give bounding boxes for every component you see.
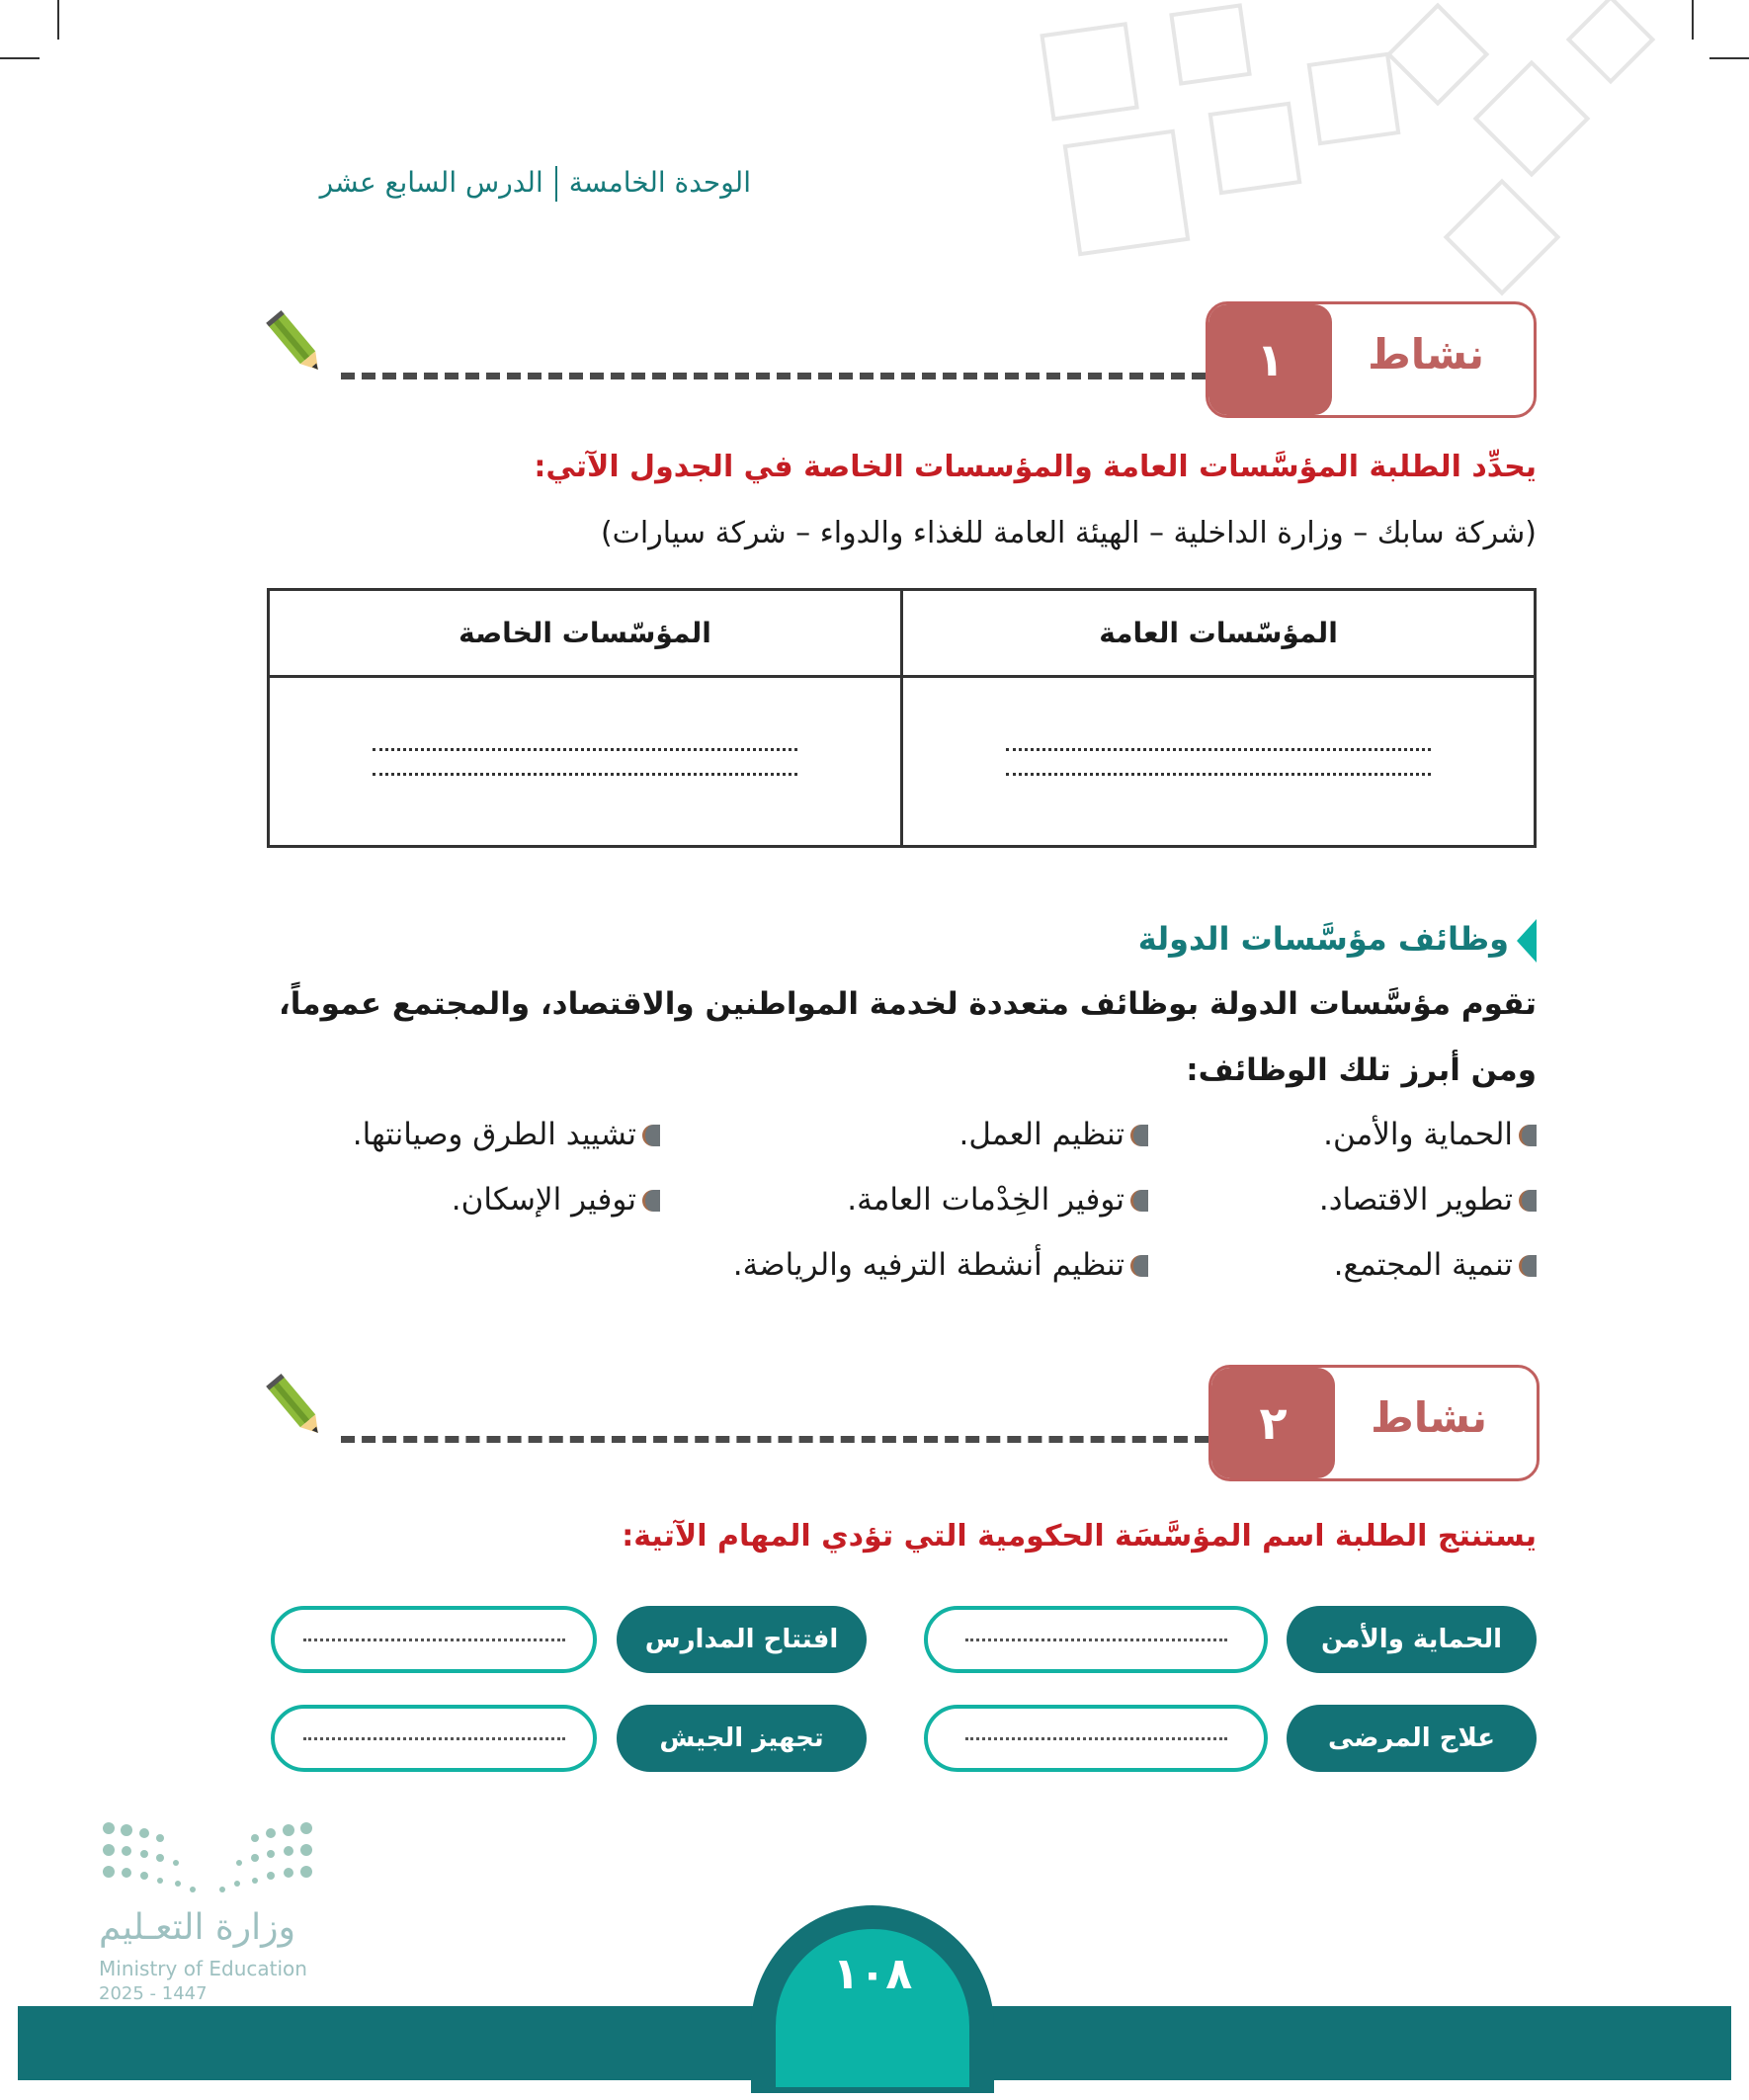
answer-line[interactable] — [373, 773, 797, 776]
ministry-logo-arabic: وزارة التعـليم — [99, 1907, 295, 1948]
activity-2-badge — [1208, 1365, 1540, 1481]
chevron-icon — [1517, 919, 1537, 963]
activity-number: ١ — [1208, 304, 1332, 415]
task-pill: الحماية والأمن — [1287, 1606, 1537, 1673]
pencil-icon — [265, 308, 328, 379]
bullet-item: تنظيم أنشطة الترفيه والرياضة. — [733, 1247, 1148, 1283]
pencil-icon — [265, 1372, 328, 1443]
bullet-icon — [1130, 1125, 1148, 1146]
bullet-icon — [642, 1190, 660, 1212]
page-number: ١٠٨ — [776, 1929, 969, 2087]
dashed-line — [341, 1436, 1208, 1443]
task-pill: افتتاح المدارس — [617, 1606, 867, 1673]
crop-mark — [0, 57, 40, 59]
private-answer-cell[interactable] — [269, 677, 902, 847]
bullet-item: توفير الإسكان. — [452, 1182, 660, 1218]
ministry-logo-english: Ministry of Education — [99, 1957, 307, 1980]
bullet-item: الحماية والأمن. — [1323, 1117, 1537, 1152]
answer-field[interactable] — [271, 1705, 597, 1772]
unit-title: الوحدة الخامسة — [568, 166, 751, 199]
answer-line[interactable] — [373, 748, 797, 751]
activity-2-instruction: يستنتج الطلبة اسم المؤسَّسَة الحكومية التي تؤدي المهام الآتية: — [622, 1519, 1537, 1554]
activity-1-badge — [1206, 301, 1537, 418]
bullet-item: توفير الخِدْمات العامة. — [847, 1182, 1148, 1218]
column-header-public: المؤسّسات العامة — [902, 590, 1536, 677]
bullet-icon — [1130, 1190, 1148, 1212]
divider — [555, 166, 557, 202]
breadcrumb — [320, 166, 751, 202]
options-list: (شركة سابك – وزارة الداخلية – الهيئة العامة للغذاء والدواء – شركة سيارات) — [600, 516, 1537, 550]
bullet-icon — [1519, 1125, 1537, 1146]
activity-1-instruction: يحدِّد الطلبة المؤسَّسات العامة والمؤسسات الخاصة في الجدول الآتي: — [534, 450, 1537, 484]
bullet-item: تشييد الطرق وصيانتها. — [353, 1117, 660, 1152]
bullet-item: تطوير الاقتصاد. — [1319, 1182, 1537, 1218]
section-paragraph-line2: ومن أبرز تلك الوظائف: — [1186, 1052, 1537, 1088]
bullet-icon — [1130, 1255, 1148, 1277]
crop-mark — [1709, 57, 1749, 59]
activity-label: نشاط — [1371, 1393, 1487, 1442]
decorative-pattern — [1028, 0, 1749, 316]
column-header-private: المؤسّسات الخاصة — [269, 590, 902, 677]
section-paragraph-line1: تقوم مؤسَّسات الدولة بوظائف متعددة لخدمة المواطنين والاقتصاد، والمجتمع عموماً، — [279, 986, 1537, 1022]
bullet-item: تنظيم العمل. — [958, 1117, 1148, 1152]
dashed-line — [341, 373, 1206, 379]
bullet-icon — [1519, 1255, 1537, 1277]
answer-field[interactable] — [271, 1606, 597, 1673]
lesson-title: الدرس السابع عشر — [319, 166, 543, 199]
crop-mark — [1692, 0, 1694, 40]
activity-number: ٢ — [1211, 1368, 1335, 1478]
bullet-icon — [1519, 1190, 1537, 1212]
answer-field[interactable] — [924, 1606, 1268, 1673]
section-title: وظائف مؤسَّسات الدولة — [1137, 920, 1509, 958]
bullet-icon — [642, 1125, 660, 1146]
task-pill: تجهيز الجيش — [617, 1705, 867, 1772]
bullet-item: تنمية المجتمع. — [1334, 1247, 1537, 1283]
answer-field[interactable] — [924, 1705, 1268, 1772]
public-answer-cell[interactable] — [902, 677, 1536, 847]
ministry-logo-dots — [99, 1818, 316, 1897]
institutions-table — [267, 588, 1537, 848]
section-heading — [1138, 919, 1537, 963]
crop-mark — [57, 0, 59, 40]
task-pill: علاج المرضى — [1287, 1705, 1537, 1772]
answer-line[interactable] — [1006, 748, 1431, 751]
ministry-logo-year: 2025 - 1447 — [99, 1983, 208, 2004]
activity-label: نشاط — [1368, 330, 1484, 378]
answer-line[interactable] — [1006, 773, 1431, 776]
